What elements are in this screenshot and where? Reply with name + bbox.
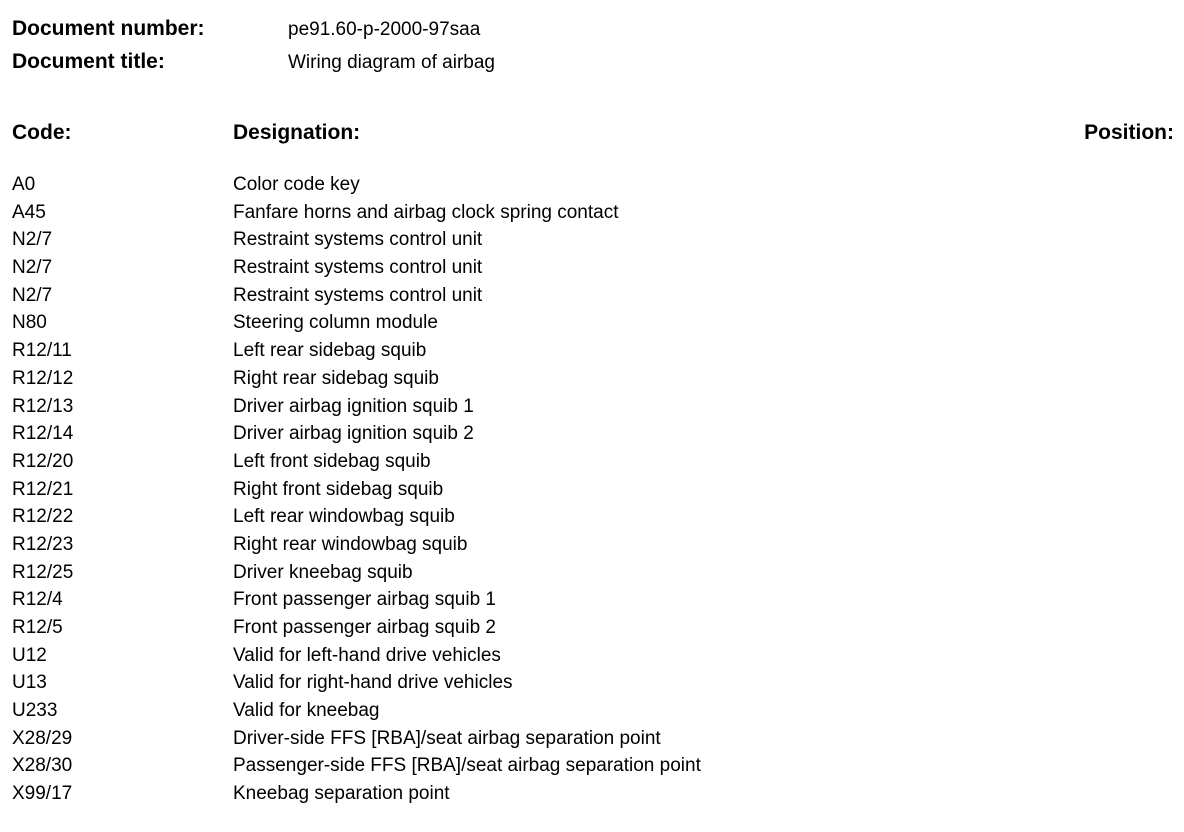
row-designation: Driver-side FFS [RBA]/seat airbag separation point — [233, 727, 661, 749]
document-number-row — [12, 15, 480, 43]
table-row — [0, 226, 1184, 254]
table-row — [0, 365, 1184, 393]
row-designation: Restraint systems control unit — [233, 229, 483, 251]
row-designation: Kneebag separation point — [233, 783, 450, 805]
row-designation: Front passenger airbag squib 2 — [233, 617, 496, 638]
table-row — [0, 752, 1184, 780]
table-row — [0, 531, 1184, 559]
row-code: N2/7 — [12, 229, 53, 251]
table-row — [0, 254, 1184, 282]
table-row — [0, 476, 1184, 504]
row-code: N2/7 — [12, 284, 53, 306]
document-number-value: pe91.60-p-2000-97saa — [288, 19, 481, 40]
row-designation: Valid for left-hand drive vehicles — [233, 644, 501, 666]
table-header — [0, 118, 1184, 148]
table-row — [0, 559, 1184, 587]
row-code: U13 — [12, 672, 47, 694]
document-title-row — [12, 48, 495, 76]
row-code: R12/5 — [12, 617, 63, 638]
row-designation: Right front sidebag squib — [233, 478, 444, 500]
table-row — [0, 337, 1184, 365]
row-code: N2/7 — [12, 257, 53, 279]
row-code: A45 — [12, 201, 46, 223]
table-row — [0, 697, 1184, 725]
table-row — [0, 586, 1184, 614]
row-code: X99/17 — [12, 783, 73, 805]
row-code: R12/11 — [12, 340, 72, 362]
row-code: R12/14 — [12, 423, 74, 445]
table-row — [0, 669, 1184, 697]
row-code: N80 — [12, 312, 47, 334]
row-code: X28/29 — [12, 727, 73, 749]
row-code: A0 — [12, 174, 36, 195]
table-row — [0, 725, 1184, 753]
table-row — [0, 171, 1184, 199]
row-designation: Driver airbag ignition squib 1 — [233, 395, 474, 417]
row-code: R12/12 — [12, 367, 74, 389]
row-code: R12/25 — [12, 561, 74, 583]
row-designation: Valid for right-hand drive vehicles — [233, 672, 513, 694]
row-designation: Valid for kneebag — [233, 700, 380, 722]
row-designation: Driver kneebag squib — [233, 561, 413, 583]
row-code: R12/4 — [12, 589, 63, 611]
document-title-label: Document title: — [12, 50, 165, 73]
row-code: R12/21 — [12, 478, 74, 500]
row-designation: Left front sidebag squib — [233, 450, 431, 472]
row-designation: Color code key — [233, 174, 360, 195]
table-row — [0, 614, 1184, 642]
row-code: U233 — [12, 700, 58, 722]
table-row — [0, 420, 1184, 448]
header-code: Code: — [12, 121, 72, 144]
header-designation: Designation: — [233, 121, 361, 144]
document-title-value: Wiring diagram of airbag — [288, 52, 495, 73]
row-designation: Restraint systems control unit — [233, 257, 483, 279]
header-position: Position: — [1084, 121, 1174, 144]
table-row — [0, 780, 1184, 808]
table-row — [0, 309, 1184, 337]
row-designation: Left rear sidebag squib — [233, 340, 427, 362]
table-row — [0, 642, 1184, 670]
table-row — [0, 503, 1184, 531]
row-designation: Steering column module — [233, 312, 438, 334]
row-code: X28/30 — [12, 755, 73, 777]
table-row — [0, 282, 1184, 310]
table-row — [0, 393, 1184, 421]
document-number-label: Document number: — [12, 17, 205, 40]
row-designation: Right rear sidebag squib — [233, 367, 439, 389]
row-designation: Driver airbag ignition squib 2 — [233, 423, 474, 445]
row-code: U12 — [12, 644, 47, 666]
row-code: R12/23 — [12, 533, 74, 555]
table-row — [0, 199, 1184, 227]
row-designation: Right rear windowbag squib — [233, 533, 468, 555]
row-code: R12/20 — [12, 450, 74, 472]
row-designation: Restraint systems control unit — [233, 284, 483, 306]
row-designation: Passenger-side FFS [RBA]/seat airbag separation point — [233, 755, 701, 777]
row-designation: Fanfare horns and airbag clock spring contact — [233, 201, 619, 223]
table-row — [0, 448, 1184, 476]
row-code: R12/22 — [12, 506, 74, 528]
row-designation: Left rear windowbag squib — [233, 506, 455, 528]
row-designation: Front passenger airbag squib 1 — [233, 589, 496, 611]
code-list — [0, 171, 1184, 808]
row-code: R12/13 — [12, 395, 74, 417]
